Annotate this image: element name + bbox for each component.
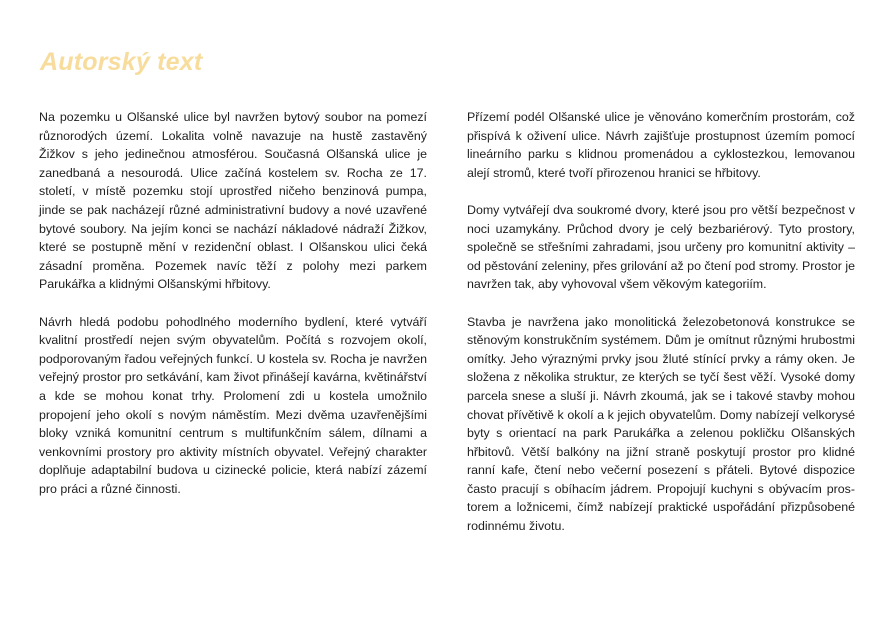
page-title: Autorský text	[40, 48, 203, 76]
paragraph-site-context: Na pozemku u Olšanské ulice byl navržen bytový soubor na pomezí různorodých území. Lokalita volně navazuje na hustě zastavěný Žižkov s jeho jedinečnou atmosférou. Současná Olšanská ulice je zanedbaná a nesourodá. Ulice začíná kostelem sv. Rocha ze 17. století, v místě pozemku stojí uprostřed ničeho benzinová pumpa, jinde se pak nacházejí různé administrativní budovy a nové uzavřené bytové soubory. Na jejím konci se nachází nákladové nádraží Žižkov, které se postupně mění v rezidenční oblast. I Olšanskou ulici čeká zásadní proměna. Pozemek navíc těží z polohy mezi parkem Parukářka a klidnými Olšanskými hřbitovy.	[39, 110, 427, 292]
right-text-column	[467, 108, 855, 554]
paragraph-design-concept: Návrh hledá podobu pohodlného moderního bydlení, které vytváří kvalitní prostředí nejen svým obyvatelům. Počítá s rozvojem okolí, podporovaným řadou veřejných funkcí. U kostela sv. Rocha je navržen veřejný prostor pro setkávání, kam život přinášejí kavárna, květinářství a kde se mohou konat trhy. Prolomení zdi u kostela umožnilo propojení jeho okolí s novým náměstím. Mezi dvěma uzavřenějšími bloky vzniká komunitní centrum s multifunkčním sálem, dílnami a venkovními prostory pro aktivity místních obyvatel. Veřejný charakter doplňuje adaptabilní budova u cizinecké policie, která nabízí zázemí pro práci a různé činnosti.	[39, 314, 427, 496]
left-text-column	[39, 108, 427, 517]
paragraph-courtyards: Domy vytvářejí dva soukromé dvory, které jsou pro větší bezpečnost v noci uzamykány. Průchod dvory je celý bezbariérový. Tyto prostory, společně se střešními zahradami, jsou určeny pro komunitní aktivity – od pěstování zeleniny, přes grilování až po čtení pod stromy. Prostor je navržen tak, aby vyhovoval všem věkovým kategoriím.	[467, 202, 855, 292]
paragraph-construction: Stavba je navržena jako monolitická železobetonová konstrukce se stěnovým konstrukčním systémem. Dům je omítnut různými hrubostmi omítky. Jeho výraznými prvky jsou žluté stínící prvky a rámy oken. Je složena z několika struktur, ze kterých se tyčí šest věží. Vysoké domy parcela snese a sluší ji. Návrh zkoumá, jak se i takové stavby mohou chovat přívětivě k okolí a k jejich obyvatelům. Domy nabízejí velkorysé byty s orientací na park Parukářka a zelenou pokličku Olšanských hřbitovů. Větší balkóny na jižní straně poskytují prostor pro klidné ranní kafe, čtení nebo večerní posezení s přáteli. Bytové dispozice často pracují s obíhacím jádrem. Propojují kuchyni s obývacím prostorem a ložnicemi, čímž nabízejí praktické uspořádání přizpůsobené rodinnému životu.	[467, 314, 855, 534]
paragraph-ground-floor: Přízemí podél Olšanské ulice je věnováno komerčním prostorám, což přispívá k oživení ulice. Návrh zajišťuje prostupnost územím pomocí lineárního parku s klidnou promenádou a cyklostezkou, lemovanou alejí stromů, které tvoří přirozenou hranici se hřbitovy.	[467, 110, 855, 180]
